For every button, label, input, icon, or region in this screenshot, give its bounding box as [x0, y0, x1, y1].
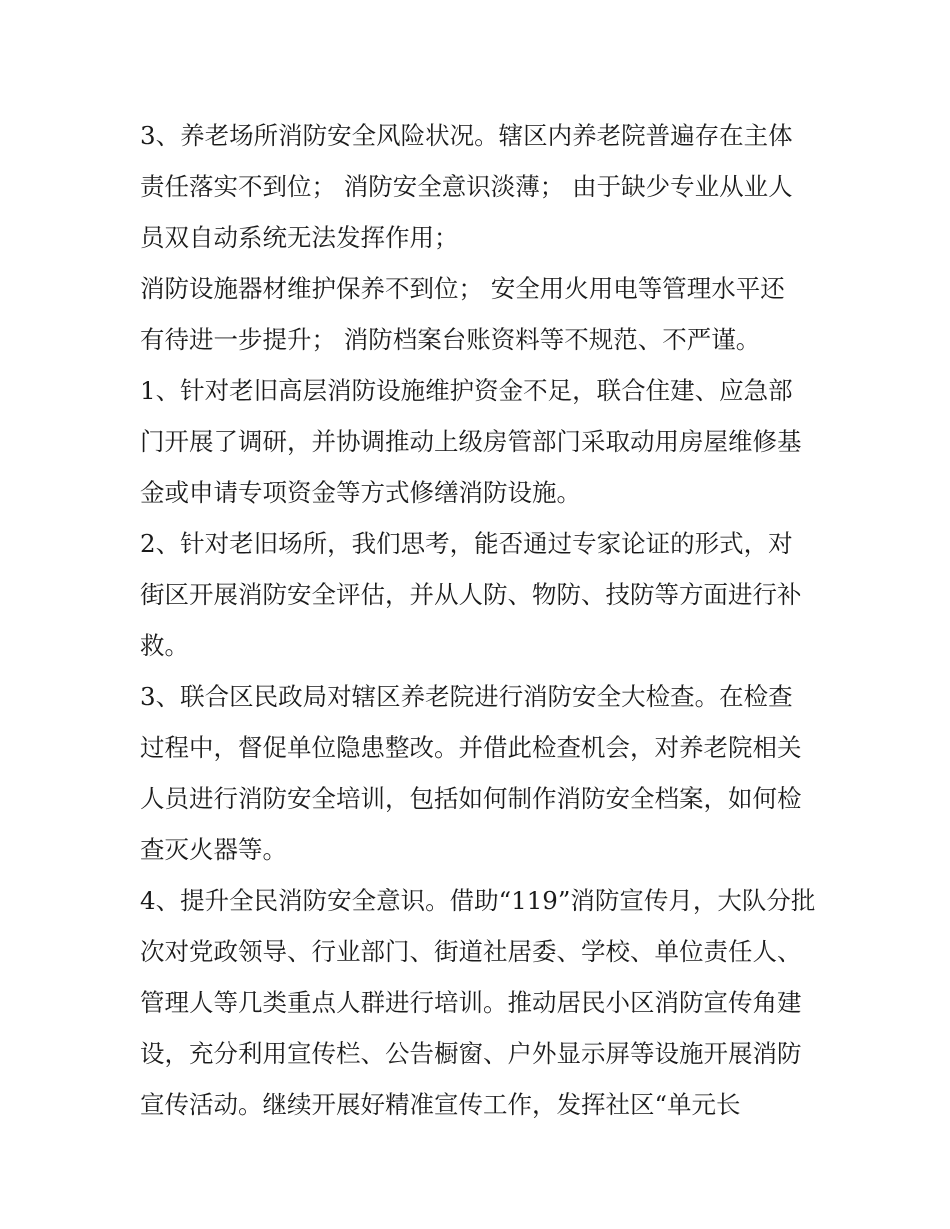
text-line: 3、联合区民政局对辖区养老院进行消防安全大检查。在检查 — [140, 682, 793, 711]
text-line: 消防设施器材维护保养不到位； 安全用火用电等管理水平还 — [140, 274, 785, 303]
text-line: 3、养老场所消防安全风险状况。辖区内养老院普遍存在主体 — [140, 121, 793, 150]
text-line: 次对党政领导、行业部门、街道社居委、学校、单位责任人、 — [140, 937, 802, 966]
text-line: 过程中，督促单位隐患整改。并借此检查机会，对养老院相关 — [140, 733, 802, 762]
text-line: 1、针对老旧高层消防设施维护资金不足，联合住建、应急部 — [140, 376, 793, 405]
text-line: 救。 — [140, 631, 189, 660]
text-line: 2、针对老旧场所，我们思考，能否通过专家论证的形式，对 — [140, 529, 793, 558]
text-line: 金或申请专项资金等方式修缮消防设施。 — [140, 478, 581, 507]
text-line: 管理人等几类重点人群进行培训。推动居民小区消防宣传角建 — [140, 988, 802, 1017]
text-line: 员双自动系统无法发挥作用； — [140, 223, 459, 252]
text-line: 街区开展消防安全评估，并从人防、物防、技防等方面进行补 — [140, 580, 802, 609]
document-body — [140, 110, 820, 1130]
text-line: 门开展了调研，并协调推动上级房管部门采取动用房屋维修基 — [140, 427, 802, 456]
text-line: 宣传活动。继续开展好精准宣传工作，发挥社区“单元长 — [140, 1090, 741, 1119]
text-line: 有待进一步提升； 消防档案台账资料等不规范、不严谨。 — [140, 325, 761, 354]
text-line: 设，充分利用宣传栏、公告橱窗、户外显示屏等设施开展消防 — [140, 1039, 802, 1068]
text-line: 查灭火器等。 — [140, 835, 287, 864]
text-line: 4、提升全民消防安全意识。借助“119”消防宣传月，大队分批 — [140, 886, 816, 915]
text-line: 责任落实不到位； 消防安全意识淡薄； 由于缺少专业从业人 — [140, 172, 793, 201]
text-line: 人员进行消防安全培训，包括如何制作消防安全档案，如何检 — [140, 784, 802, 813]
